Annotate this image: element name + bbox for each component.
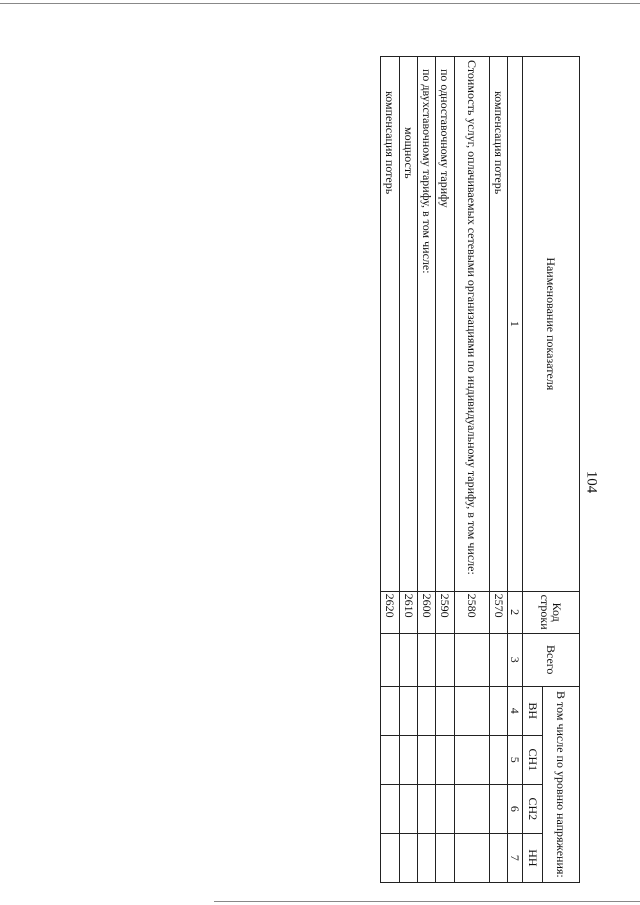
row-vn bbox=[489, 686, 507, 735]
colnum-5: 5 bbox=[508, 735, 522, 784]
row-name: компенсация потерь bbox=[381, 57, 400, 592]
header-code: Код строки bbox=[522, 591, 579, 633]
row-code: 2570 bbox=[489, 591, 507, 633]
row-vn bbox=[436, 686, 454, 735]
row-sn1 bbox=[399, 735, 417, 784]
table-row bbox=[454, 57, 489, 883]
row-code: 2610 bbox=[399, 591, 417, 633]
row-vn bbox=[399, 686, 417, 735]
header-total: Всего bbox=[522, 633, 579, 686]
header-voltage-group: В том числе по уровню напряжения: bbox=[543, 686, 580, 882]
page-number-text: 104 bbox=[583, 470, 600, 494]
row-name: по одноставочному тарифу bbox=[436, 57, 454, 592]
table-row bbox=[489, 57, 507, 883]
row-vn bbox=[454, 686, 489, 735]
row-nn bbox=[436, 833, 454, 882]
row-sn2 bbox=[399, 784, 417, 833]
row-sn2 bbox=[436, 784, 454, 833]
header-name: Наименование показателя bbox=[522, 57, 579, 592]
row-sn1 bbox=[454, 735, 489, 784]
column-number-row bbox=[508, 57, 522, 883]
row-name: компенсация потерь bbox=[489, 57, 507, 592]
table-wrapper bbox=[380, 56, 580, 883]
row-nn bbox=[417, 833, 435, 882]
header-row-1 bbox=[543, 57, 580, 883]
colnum-4: 4 bbox=[508, 686, 522, 735]
header-level-sn1: СН1 bbox=[522, 735, 543, 784]
row-sn1 bbox=[381, 735, 400, 784]
row-name: по двухставочному тарифу, в том числе: bbox=[417, 57, 435, 592]
row-total bbox=[454, 633, 489, 686]
row-sn2 bbox=[417, 784, 435, 833]
row-total bbox=[381, 633, 400, 686]
header-level-nn: НН bbox=[522, 833, 543, 882]
row-nn bbox=[399, 833, 417, 882]
row-nn bbox=[489, 833, 507, 882]
row-total bbox=[489, 633, 507, 686]
colnum-7: 7 bbox=[508, 833, 522, 882]
table-row bbox=[417, 57, 435, 883]
rotated-table-area bbox=[380, 56, 580, 883]
row-vn bbox=[381, 686, 400, 735]
colnum-1: 1 bbox=[508, 57, 522, 592]
table-row bbox=[399, 57, 417, 883]
page-top-edge bbox=[0, 3, 640, 4]
header-level-vn: ВН bbox=[522, 686, 543, 735]
page-number bbox=[580, 462, 602, 502]
row-code: 2590 bbox=[436, 591, 454, 633]
row-code: 2600 bbox=[417, 591, 435, 633]
row-sn2 bbox=[381, 784, 400, 833]
row-code: 2580 bbox=[454, 591, 489, 633]
colnum-3: 3 bbox=[508, 633, 522, 686]
table-row bbox=[436, 57, 454, 883]
row-sn1 bbox=[436, 735, 454, 784]
indicator-table bbox=[380, 56, 580, 883]
row-name: мощность bbox=[399, 57, 417, 592]
colnum-6: 6 bbox=[508, 784, 522, 833]
header-level-sn2: СН2 bbox=[522, 784, 543, 833]
row-code: 2620 bbox=[381, 591, 400, 633]
table-row bbox=[381, 57, 400, 883]
row-total bbox=[399, 633, 417, 686]
colnum-2: 2 bbox=[508, 591, 522, 633]
row-nn bbox=[381, 833, 400, 882]
row-total bbox=[436, 633, 454, 686]
row-total bbox=[417, 633, 435, 686]
row-sn1 bbox=[489, 735, 507, 784]
row-sn1 bbox=[417, 735, 435, 784]
row-sn2 bbox=[454, 784, 489, 833]
row-sn2 bbox=[489, 784, 507, 833]
row-name: Стоимость услуг, оплачиваемых сетевыми организациями по индивидуальному тарифу, в том числе: bbox=[454, 57, 489, 592]
page-bottom-edge bbox=[214, 901, 640, 902]
row-nn bbox=[454, 833, 489, 882]
row-vn bbox=[417, 686, 435, 735]
